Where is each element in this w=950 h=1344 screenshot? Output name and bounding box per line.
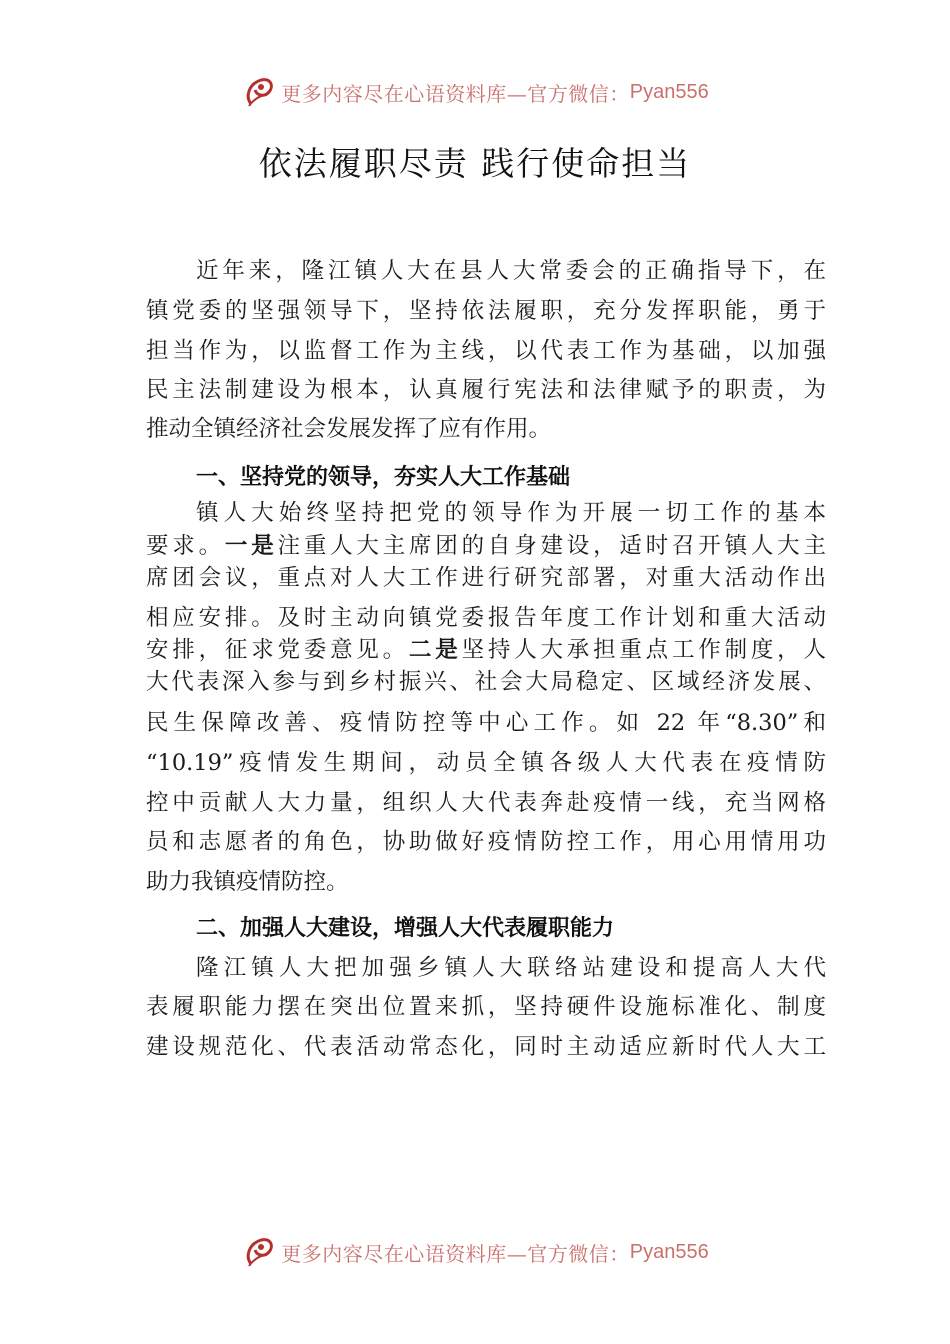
paragraph-line: 员和志愿者的角色，协助做好疫情防控工作，用心用情用功 xyxy=(146,829,826,855)
paragraph-line: 助力我镇疫情防控。 xyxy=(146,869,349,895)
paragraph-line: 安排，征求党委意见。二是坚持人大承担重点工作制度，人 xyxy=(146,637,826,663)
paragraph-line: 表履职能力摆在突出位置来抓，坚持硬件设施标准化、制度 xyxy=(146,994,826,1020)
banner-wechat-id: Pyan556 xyxy=(629,80,709,103)
leaf-logo-icon xyxy=(241,74,277,110)
banner-wechat-id: Pyan556 xyxy=(629,1240,709,1263)
paragraph-line: 民主法制建设为根本，认真履行宪法和法律赋予的职责，为 xyxy=(146,377,826,403)
section-heading: 一、坚持党的领导，夯实人大工作基础 xyxy=(196,465,571,490)
footer-watermark-banner xyxy=(0,1232,950,1272)
paragraph-line: 控中贡献人大力量，组织人大代表奔赴疫情一线，充当网格 xyxy=(146,790,826,816)
paragraph-line: 近年来，隆江镇人大在县人大常委会的正确指导下，在 xyxy=(196,258,826,284)
section-heading: 二、加强人大建设，增强人大代表履职能力 xyxy=(196,916,615,941)
header-watermark-banner xyxy=(0,72,950,112)
paragraph-line: 大代表深入参与到乡村振兴、社会大局稳定、区域经济发展、 xyxy=(146,669,826,695)
keyword-second: 二是 xyxy=(408,637,462,663)
paragraph-line: 担当作为，以监督工作为主线，以代表工作为基础，以加强 xyxy=(146,338,826,364)
keyword-first: 一是 xyxy=(224,533,278,559)
paragraph-line: 隆江镇人大把加强乡镇人大联络站建设和提高人大代 xyxy=(196,955,826,981)
paragraph-line: 要求。一是注重人大主席团的自身建设，适时召开镇人大主 xyxy=(146,533,826,559)
paragraph-line: 镇人大始终坚持把党的领导作为开展一切工作的基本 xyxy=(196,500,826,526)
document-title: 依法履职尽责 践行使命担当 xyxy=(258,144,692,183)
paragraph-line: 镇党委的坚强领导下，坚持依法履职，充分发挥职能，勇于 xyxy=(146,298,826,324)
banner-text: 更多内容尽在心语资料库—官方微信： xyxy=(281,1241,630,1266)
paragraph-line: “10.19”疫情发生期间，动员全镇各级人大代表在疫情防 xyxy=(146,750,826,776)
paragraph-line: 相应安排。及时主动向镇党委报告年度工作计划和重大活动 xyxy=(146,605,826,631)
banner-text: 更多内容尽在心语资料库—官方微信： xyxy=(281,81,630,106)
paragraph-line: 民生保障改善、疫情防控等中心工作。如 22 年“8.30”和 xyxy=(146,710,826,736)
paragraph-line: 推动全镇经济社会发展发挥了应有作用。 xyxy=(146,416,552,442)
leaf-logo-icon xyxy=(241,1234,277,1270)
paragraph-line: 席团会议，重点对人大工作进行研究部署，对重大活动作出 xyxy=(146,565,826,591)
paragraph-line: 建设规范化、代表活动常态化，同时主动适应新时代人大工 xyxy=(146,1034,826,1060)
